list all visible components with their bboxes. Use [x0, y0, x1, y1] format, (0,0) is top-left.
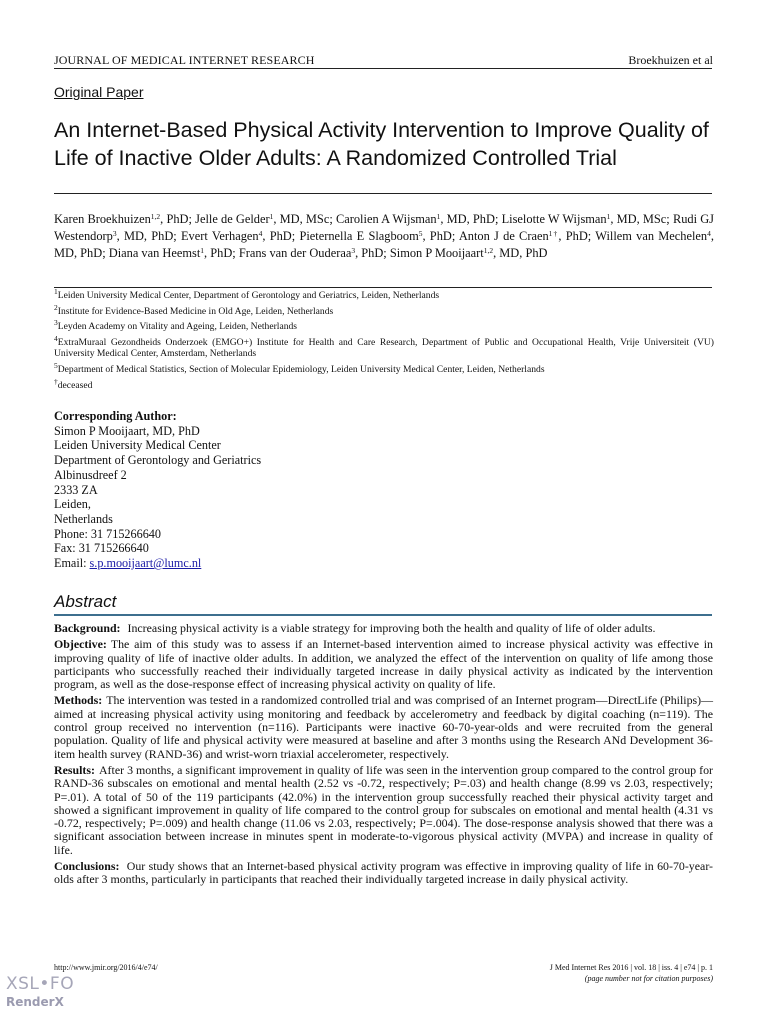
paper-title: An Internet-Based Physical Activity Intervention to Improve Quality of Life of Inactive Older Adults: A Randomized Controlled Trial: [54, 118, 709, 170]
email-label: Email:: [54, 556, 90, 571]
email-link[interactable]: s.p.mooijaart@lumc.nl: [89, 556, 202, 571]
author-name: Evert Verhagen: [180, 229, 259, 244]
corr-line-department: Department of Gerontology and Geriatrics: [54, 453, 262, 468]
author-affiliation-mark: 1,2: [150, 212, 161, 221]
abstract-section: [54, 764, 713, 857]
author-list: [54, 211, 714, 263]
affiliation-item: [54, 287, 714, 302]
affiliation-mark: 5: [54, 360, 58, 370]
abstract-section-label: Methods:: [54, 693, 103, 708]
author-name: Rudi GJ Westendorp: [54, 212, 714, 244]
author-affiliation-mark: 3: [112, 229, 117, 239]
author-degrees: , MD, PhD;: [54, 229, 714, 261]
abstract-section-text: Our study shows that an Internet-based physical activity program was effective in improving quality of life in 60-70-year-olds after 3 months, particularly in participants that reached their individually targeted increase in daily physical activity.: [54, 859, 713, 887]
affiliation-text: ExtraMuraal Gezondheids Onderzoek (EMGO+) Institute for Health and Care Research, Department of Public and Occupational Health, Vrije Universiteit (VU) University Medical Center, Amsterdam, Netherlands: [54, 336, 714, 360]
author-degrees: , PhD;: [558, 229, 596, 244]
corresponding-author: [54, 409, 261, 571]
abstract-section-label: Background:: [54, 621, 121, 635]
abstract-rule: [54, 614, 712, 616]
corr-line-country: Netherlands: [54, 511, 113, 526]
corr-line-phone: Phone: 31 715266640: [54, 526, 161, 541]
author-name: Simon P Mooijaart: [389, 246, 484, 261]
abstract-body: [54, 622, 713, 890]
affiliation-item: [54, 360, 714, 376]
affiliation-mark: 2: [54, 302, 58, 312]
author-degrees: , MD, PhD: [493, 246, 548, 261]
author-affiliation-mark: 4: [707, 229, 711, 239]
author-degrees: , PhD;: [204, 246, 239, 261]
author-degrees: , PhD;: [422, 229, 459, 244]
abstract-section: [54, 622, 713, 635]
author-name: Carolien A Wijsman: [335, 212, 437, 226]
author-name: Pieternella E Slagboom: [299, 229, 419, 244]
author-affiliation-mark: 1: [269, 212, 274, 221]
author-degrees: , PhD;: [262, 229, 300, 244]
author-affiliation-mark: 3: [351, 246, 356, 256]
author-degrees: , PhD;: [355, 246, 390, 261]
renderx-watermark: [6, 975, 74, 1011]
author-degrees: , PhD;: [160, 212, 196, 226]
author-degrees: , MD, PhD;: [116, 229, 181, 244]
abstract-section-label: Objective:: [54, 637, 107, 652]
author-name: Diana van Heemst: [108, 246, 201, 261]
abstract-section-text: After 3 months, a significant improvement in quality of life was seen in the intervention group compared to the control group for RAND-36 subscales on emotional and mental health (2.52 vs -0.72, respectively; P=.03) and health change (8.99 vs 2.03, respectively; P=.01). A total of 50 of the 119 participants (42.0%) in the intervention group successfully reached their physical activity target and showed a significant improvement in quality of life compared to the control group for subscales on emotional and mental health (4.31 vs -0.72, respectively; P=.009) and health change (11.06 vs 2.03, respectively; P=.004). The dose-response analysis showed that there was a significant association between increase in minutes spent in moderate-to-vigorous physical activity (MVPA) and increase in quality of life.: [54, 762, 713, 857]
author-affiliation-mark: 1,2: [483, 246, 494, 256]
article-type: Original Paper: [54, 84, 144, 100]
running-author: Broekhuizen et al: [628, 53, 713, 67]
journal-name: JOURNAL OF MEDICAL INTERNET RESEARCH: [54, 53, 315, 67]
watermark-line2: RenderX: [6, 995, 64, 1009]
affiliation-text: Leyden Academy on Vitality and Ageing, Leiden, Netherlands: [57, 321, 298, 333]
author-name: Frans van der Ouderaa: [238, 246, 352, 261]
author-affiliation-mark: 5: [418, 229, 423, 239]
affiliation-mark: †: [54, 376, 58, 386]
corr-line-city: Leiden,: [54, 497, 91, 512]
author-name: Karen Broekhuizen: [54, 212, 151, 226]
abstract-heading: Abstract: [54, 592, 117, 611]
watermark-line1: XSL•FO: [6, 974, 75, 994]
corresponding-heading: Corresponding Author:: [54, 409, 177, 423]
header-rule: [54, 68, 712, 69]
title-rule: [54, 193, 712, 194]
footer-url[interactable]: http://www.jmir.org/2016/4/e74/: [54, 963, 158, 972]
abstract-section-label: Results:: [54, 762, 95, 777]
affiliation-item: [54, 333, 714, 360]
affiliation-mark: 3: [54, 318, 58, 328]
author-degrees: , MD, MSc;: [610, 212, 673, 226]
abstract-section-label: Conclusions:: [54, 859, 120, 874]
citation-text: J Med Internet Res 2016 | vol. 18 | iss. 4 | e74 | p. 1: [549, 963, 713, 972]
author-rule: [54, 287, 712, 288]
abstract-section: [54, 638, 713, 691]
author-name: Anton J de Craen: [458, 229, 549, 244]
abstract-section: [54, 694, 713, 760]
affiliation-text: Leiden University Medical Center, Department of Gerontology and Geriatrics, Leiden, Netherlands: [57, 290, 440, 301]
author-degrees: , MD, MSc;: [273, 212, 336, 226]
affiliation-mark: 4: [54, 333, 58, 343]
author-affiliation-mark: 1†: [548, 229, 559, 239]
footer-citation: [550, 963, 713, 984]
author-name: Willem van Mechelen: [595, 229, 708, 244]
corr-line-institution: Leiden University Medical Center: [54, 438, 221, 453]
corr-line-name: Simon P Mooijaart, MD, PhD: [54, 423, 200, 438]
affiliation-item: [54, 376, 714, 392]
abstract-section-text: The intervention was tested in a randomized controlled trial and was comprised of an Internet program—DirectLife (Philips)—aimed at increasing physical activity using monitoring and feedback by accelerometry and feedback by digital coaching (n=119). The control group received no intervention (n=116). Participants were inactive 60-70-year-olds and were recruited from the general population. Quality of life and physical activity were measured at baseline and after 3 months using the Research ANd Development 36-item health survey (RAND-36) and wrist-worn triaxial accelerometer, respectively.: [54, 693, 713, 761]
author-affiliation-mark: 1: [606, 212, 611, 221]
affiliation-text: Department of Medical Statistics, Section of Molecular Epidemiology, Leiden University Medical Center, Leiden, Netherlands: [57, 363, 545, 375]
author-degrees: , MD, PhD;: [440, 212, 502, 226]
abstract-section-text: The aim of this study was to assess if an Internet-based intervention aimed to increase physical activity was effective in improving quality of life of inactive older adults. In addition, we analyzed the effect of the intervention on quality of life among those participants who successfully reached their individually targeted increase in daily physical activity as indicated by the intervention program, as well as the dose-response effect of increasing physical activity on quality of life.: [54, 637, 713, 692]
author-affiliation-mark: 1: [436, 212, 441, 221]
affiliation-text: Institute for Evidence-Based Medicine in Old Age, Leiden, Netherlands: [57, 305, 334, 317]
corr-line-fax: Fax: 31 715266640: [54, 541, 149, 556]
affiliation-list: [54, 287, 714, 395]
affiliation-item: [54, 318, 714, 333]
author-affiliation-mark: 1: [200, 246, 205, 256]
citation-note: (page number not for citation purposes): [584, 973, 713, 983]
affiliation-text: deceased: [57, 379, 93, 391]
abstract-section: [54, 860, 713, 887]
corr-line-postcode: 2333 ZA: [54, 482, 98, 497]
affiliation-item: [54, 302, 714, 318]
corr-line-street: Albinusdreef 2: [54, 467, 127, 482]
author-name: Liselotte W Wijsman: [501, 212, 607, 226]
affiliation-mark: 1: [54, 287, 58, 296]
author-affiliation-mark: 4: [258, 229, 263, 239]
author-name: Jelle de Gelder: [195, 212, 270, 226]
abstract-section-text: Increasing physical activity is a viable strategy for improving both the health and quality of life of older adults.: [124, 621, 656, 635]
